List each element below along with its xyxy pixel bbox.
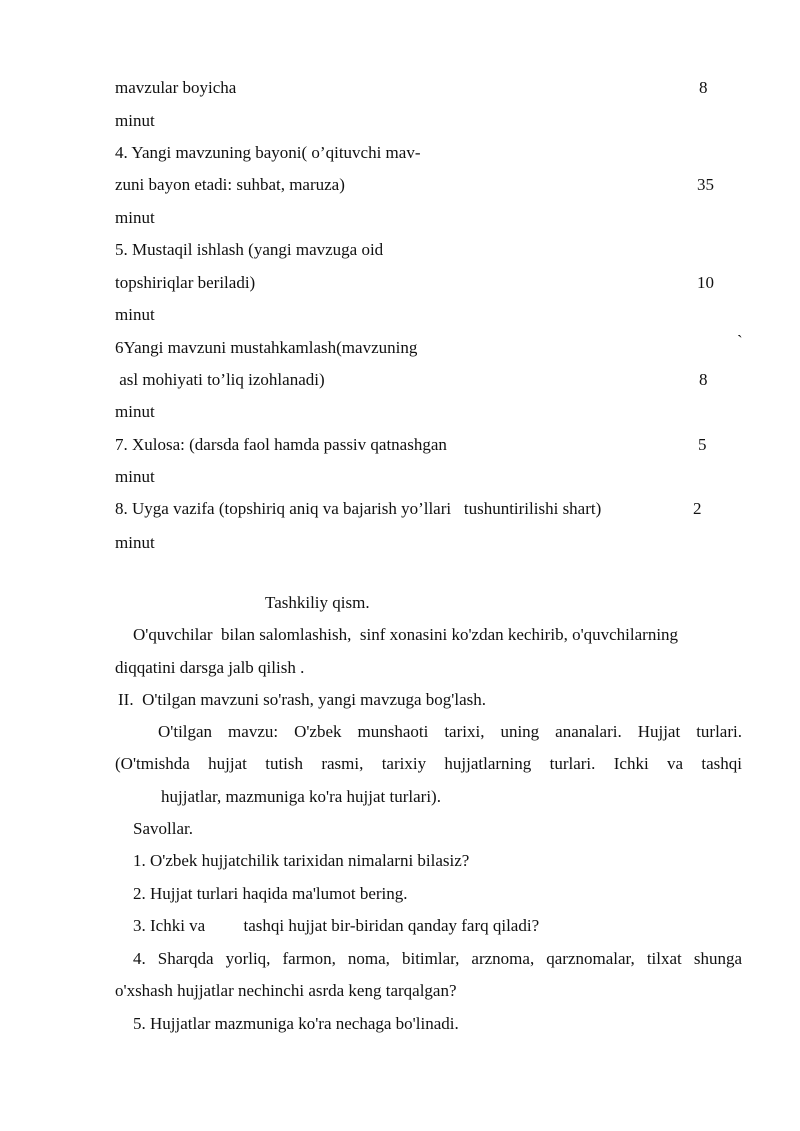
paragraph-line: hujjatlar, mazmuniga ko'ra hujjat turlari).	[161, 787, 441, 806]
schedule-item-text: 7. Xulosa: (darsda faol hamda passiv qatnashgan	[115, 435, 447, 454]
schedule-item-minutes: 5	[698, 435, 707, 454]
paragraph-line: diqqatini darsga jalb qilish .	[115, 658, 305, 677]
schedule-item-unit: minut	[115, 402, 155, 421]
schedule-item-minutes: 2	[693, 499, 702, 518]
schedule-item-unit: minut	[115, 467, 155, 486]
question-item: 3. Ichki va tashqi hujjat bir-biridan qanday farq qiladi?	[133, 916, 540, 935]
schedule-item-unit: minut	[115, 305, 155, 324]
paragraph-line: O'quvchilar bilan salomlashish, sinf xonasini ko'zdan kechirib, o'quvchilarning	[133, 625, 679, 644]
question-item: 5. Hujjatlar mazmuniga ko'ra nechaga bo'linadi.	[133, 1014, 459, 1033]
paragraph-line: O'tilgan mavzu: O'zbek munshaoti tarixi, uning ananalari. Hujjat turlari.	[158, 722, 742, 741]
schedule-item-minutes: 8	[699, 78, 708, 97]
schedule-item-text: mavzular boyicha	[115, 78, 237, 97]
schedule-item-text: topshiriqlar beriladi)	[115, 273, 256, 292]
question-item: 1. O'zbek hujjatchilik tarixidan nimalarni bilasiz?	[133, 851, 470, 870]
schedule-item-text: 5. Mustaqil ishlash (yangi mavzuga oid	[115, 240, 384, 259]
paragraph-line: (O'tmishda hujjat tutish rasmi, tarixiy hujjatlarning turlari. Ichki va tashqi	[115, 754, 742, 773]
schedule-item-text: 4. Yangi mavzuning bayoni( o’qituvchi mav-	[115, 143, 421, 162]
schedule-item-text: 6Yangi mavzuni mustahkamlash(mavzuning	[115, 338, 418, 357]
question-item: 4. Sharqda yorliq, farmon, noma, bitimlar, arznoma, qarznomalar, tilxat shunga	[133, 949, 742, 968]
stray-mark: `	[737, 332, 743, 351]
schedule-item-unit: minut	[115, 111, 155, 130]
schedule-item-text: 8. Uyga vazifa (topshiriq aniq va bajarish yo’llari tushuntirilishi shart)	[115, 499, 602, 518]
schedule-item-unit: minut	[115, 533, 155, 552]
schedule-item-unit: minut	[115, 208, 155, 227]
section-title: Tashkiliy qism.	[265, 593, 370, 612]
schedule-item-minutes: 35	[697, 175, 714, 194]
section-heading: II. O'tilgan mavzuni so'rash, yangi mavzuga bog'lash.	[118, 690, 486, 709]
question-item-continued: o'xshash hujjatlar nechinchi asrda keng tarqalgan?	[115, 981, 457, 1000]
schedule-item-text: zuni bayon etadi: suhbat, maruza)	[115, 175, 345, 194]
questions-title: Savollar.	[133, 819, 193, 838]
schedule-item-minutes: 10	[697, 273, 714, 292]
schedule-item-minutes: 8	[699, 370, 708, 389]
question-item: 2. Hujjat turlari haqida ma'lumot bering.	[133, 884, 408, 903]
schedule-item-text: asl mohiyati to’liq izohlanadi)	[115, 370, 325, 389]
